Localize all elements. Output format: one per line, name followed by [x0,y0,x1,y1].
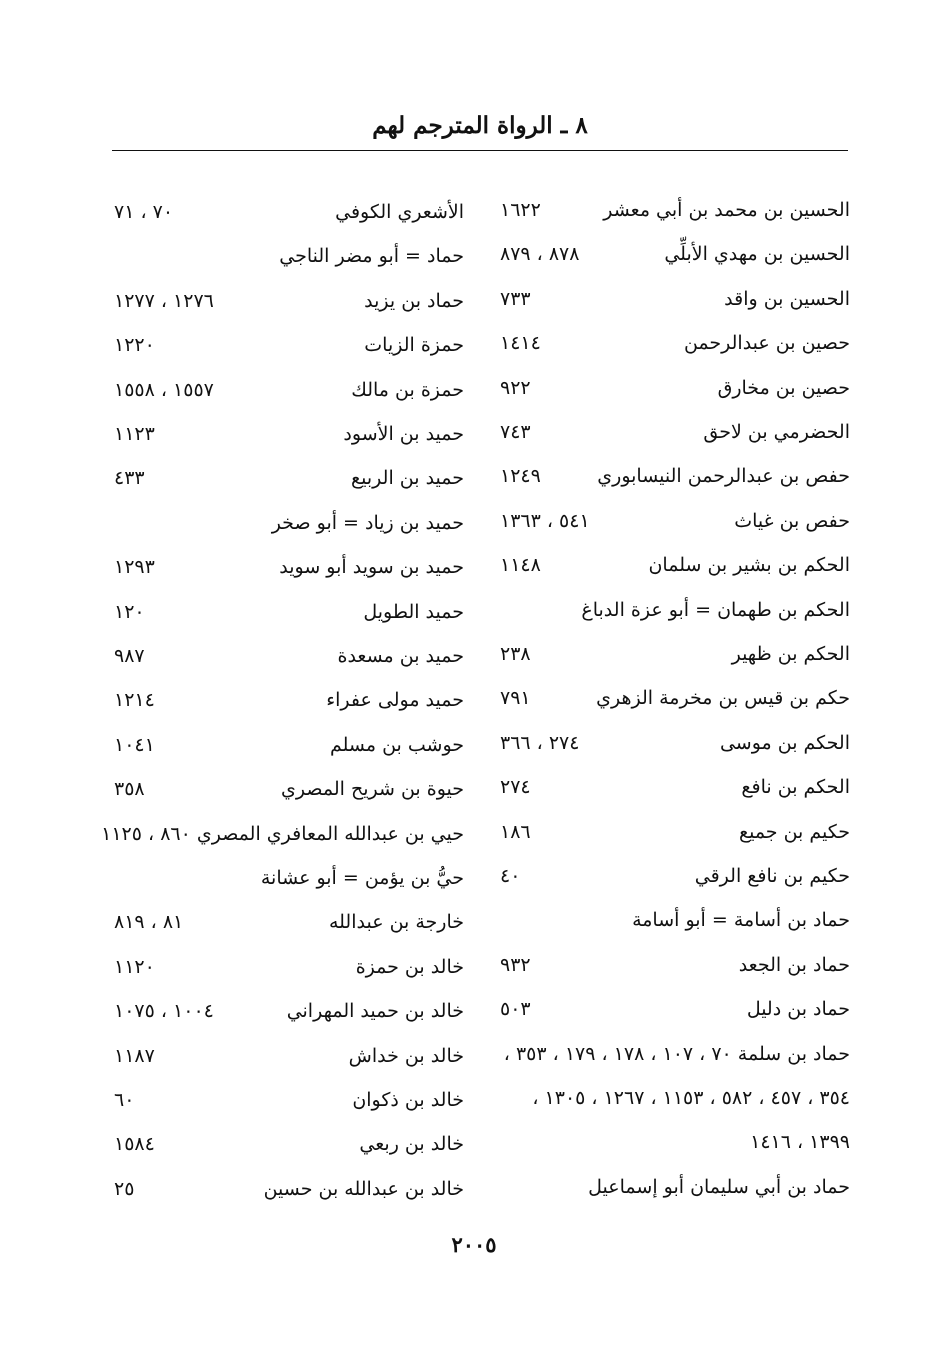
entry-name: الحضرمي بن لاحق [703,421,850,443]
entry-name: حكم بن قيس بن مخرمة الزهري [596,687,850,710]
index-entry [114,1169,464,1209]
index-entry [500,1122,850,1162]
entry-pages: ٣٥٨ [114,778,145,801]
index-entry [500,900,850,940]
entry-pages: ١١٨٧ [114,1044,155,1067]
index-entry [500,989,850,1029]
index-entry [500,1034,850,1074]
entry-pages: ١١٤٨ [500,554,541,577]
entry-name: حميد بن سويد أبو سويد [279,556,464,579]
entry-pages: ٢٧٤ ، ٣٦٦ [500,731,580,754]
index-entry [500,1167,850,1207]
index-entry [114,325,464,365]
index-entry [114,281,464,321]
entry-name: حمزة الزيات [364,334,464,357]
entry-name: خارجة بن عبدالله [328,911,464,934]
index-entry [114,947,464,987]
index-entry [500,323,850,363]
entry-name: حميد الطويل [363,600,464,623]
index-entry [114,592,464,632]
entry-pages: ١١٢٣ [114,423,155,445]
entry-name: الأشعري الكوفي [335,201,464,223]
entry-name: حيي بن عبدالله المعافري المصري ٨٦٠ ، ١١٢٥ [101,822,464,845]
entry-name: الحكم بن موسى [719,731,850,754]
entry-pages: ٢٥ [114,1177,135,1200]
entry-pages: ٤٣٣ [114,467,145,490]
index-entry [114,1124,464,1164]
entry-pages: ٨٧٨ ، ٨٧٩ [500,243,580,266]
index-entry [500,412,850,452]
index-entry [114,370,464,410]
index-entry [114,547,464,587]
entry-pages: ٧٣٣ [500,287,531,310]
index-entry [114,680,464,720]
entry-name: حوشب بن مسلم [329,733,464,756]
entry-pages: ١٦٢٢ [500,199,541,221]
entry-pages: ١٢٤٩ [500,465,541,488]
entry-name: الحكم بن نافع [741,776,850,799]
entry-name: حيُّ بن يؤمن = أبو عشانة [260,867,464,889]
entry-name: خالد بن ربعي [359,1133,464,1156]
entry-name: حماد = أبو مضر الناجي [279,245,464,268]
entry-name: حماد بن دليل [746,998,850,1021]
index-entry [114,902,464,942]
entry-pages: ١٢١٤ [114,689,155,712]
entry-name: الحكم بن ظهير [731,643,850,665]
entry-pages: ١٠٤١ [114,733,155,756]
index-entry [500,279,850,319]
entry-name: خالد بن ذكوان [352,1089,464,1111]
index-entry [500,545,850,585]
entry-name: حماد بن يزيد [364,289,464,312]
index-entry [114,991,464,1031]
entry-name: خالد بن خداش [348,1044,464,1067]
index-entry [114,725,464,765]
entry-name: حصين بن مخارق [717,376,850,399]
entry-pages: ٢٣٨ [500,643,531,665]
index-entry [114,1080,464,1120]
entry-pages: ١٨٦ [500,820,531,843]
entry-name: حمزة بن مالك [351,378,464,401]
index-entry [500,456,850,496]
index-entry [114,503,464,543]
index-entry [114,1036,464,1076]
entry-name: خالد بن حميد المهراني [286,1000,464,1023]
entry-name: الحسين بن واقد [724,287,850,310]
entry-pages: ١٢٠ [114,600,145,623]
index-entry [101,814,464,854]
entry-pages: ٤٠ [500,865,521,887]
index-entry [500,812,850,852]
entry-name: حماد بن الجعد [738,953,850,976]
index-entry [114,414,464,454]
index-entry [114,636,464,676]
entry-name: خالد بن عبدالله بن حسين [263,1177,464,1200]
index-entry [114,769,464,809]
entry-pages: ١٢٢٠ [114,334,155,357]
entry-pages: ١٢٧٦ ، ١٢٧٧ [114,289,214,312]
entry-pages: ٦٠ [114,1089,135,1111]
index-entry [500,767,850,807]
entry-pages: ١٢٩٣ [114,556,155,579]
entry-name: حماد بن سلمة ٧٠ ، ١٠٧ ، ١٧٨ ، ١٧٩ ، ٣٥٣ ، [503,1042,850,1065]
entry-pages: ٩٨٧ [114,645,145,667]
entry-name: ٣٥٤ ، ٤٥٧ ، ٥٨٢ ، ١١٥٣ ، ١٢٦٧ ، ١٣٠٥ ، [532,1087,850,1109]
index-entry [500,590,850,630]
entry-name: حفص بن عبدالرحمن النيسابوري [597,465,850,488]
entry-name: حميد بن مسعدة [337,645,464,667]
index-entry [500,190,850,230]
index-entry [500,856,850,896]
index-entry [114,236,464,276]
page-header-title: ٨ ـ الرواة المترجم لهم [372,112,588,139]
index-entry [500,234,850,274]
entry-name: حيوة بن شريح المصري [281,778,464,801]
entry-name: الحكم بن بشير بن سلمان [648,554,850,577]
index-entry [500,501,850,541]
entry-name: خالد بن حمزة [355,955,464,978]
entry-name: حميد بن الربيع [351,467,464,490]
entry-pages: ٥٤١ ، ١٣٦٣ [500,509,590,532]
entry-name: حفص بن غياث [734,509,850,532]
entry-pages: ١٥٨٤ [114,1133,155,1156]
entry-name: حميد بن الأسود [343,423,464,445]
entry-pages: ٨١ ، ٨١٩ [114,911,184,934]
header-rule [112,150,848,151]
index-entry [500,368,850,408]
entry-name: حماد بن أبي سليمان أبو إسماعيل [588,1175,850,1198]
index-entry [500,634,850,674]
entry-pages: ١٤١٤ [500,332,541,355]
entry-name: حميد مولى عفراء [326,689,464,712]
entry-name: الحسين بن محمد بن أبي معشر [603,199,850,221]
entry-pages: ٥٠٣ [500,998,531,1021]
entry-pages: ١٠٠٤ ، ١٠٧٥ [114,1000,214,1023]
entry-name: حميد بن زياد = أبو صخر [271,511,464,534]
entry-name: حكيم بن جميع [738,820,850,843]
entry-name: حماد بن أسامة = أبو أسامة [632,909,850,932]
entry-pages: ٩٣٢ [500,953,531,976]
entry-name: ١٣٩٩ ، ١٤١٦ [750,1131,850,1154]
entry-name: حصين بن عبدالرحمن [683,332,850,355]
page-number: ٢٠٠٥ [451,1232,497,1257]
index-entry [114,192,464,232]
entry-name: الحسين بن مهدي الأبلِّي [664,243,850,266]
entry-name: حكيم بن نافع الرقي [694,865,850,887]
index-entry [500,1078,850,1118]
index-entry [114,458,464,498]
index-entry [500,945,850,985]
entry-pages: ٧٤٣ [500,421,531,443]
entry-pages: ١٥٥٧ ، ١٥٥٨ [114,378,214,401]
entry-name: الحكم بن طهمان = أبو عزة الدباغ [581,598,850,621]
index-entry [500,723,850,763]
index-entry [500,678,850,718]
entry-pages: ٢٧٤ [500,776,531,799]
entry-pages: ٩٢٢ [500,376,531,399]
entry-pages: ٧٩١ [500,687,531,710]
entry-pages: ١١٢٠ [114,955,155,978]
entry-pages: ٧٠ ، ٧١ [114,201,174,223]
index-entry [114,858,464,898]
